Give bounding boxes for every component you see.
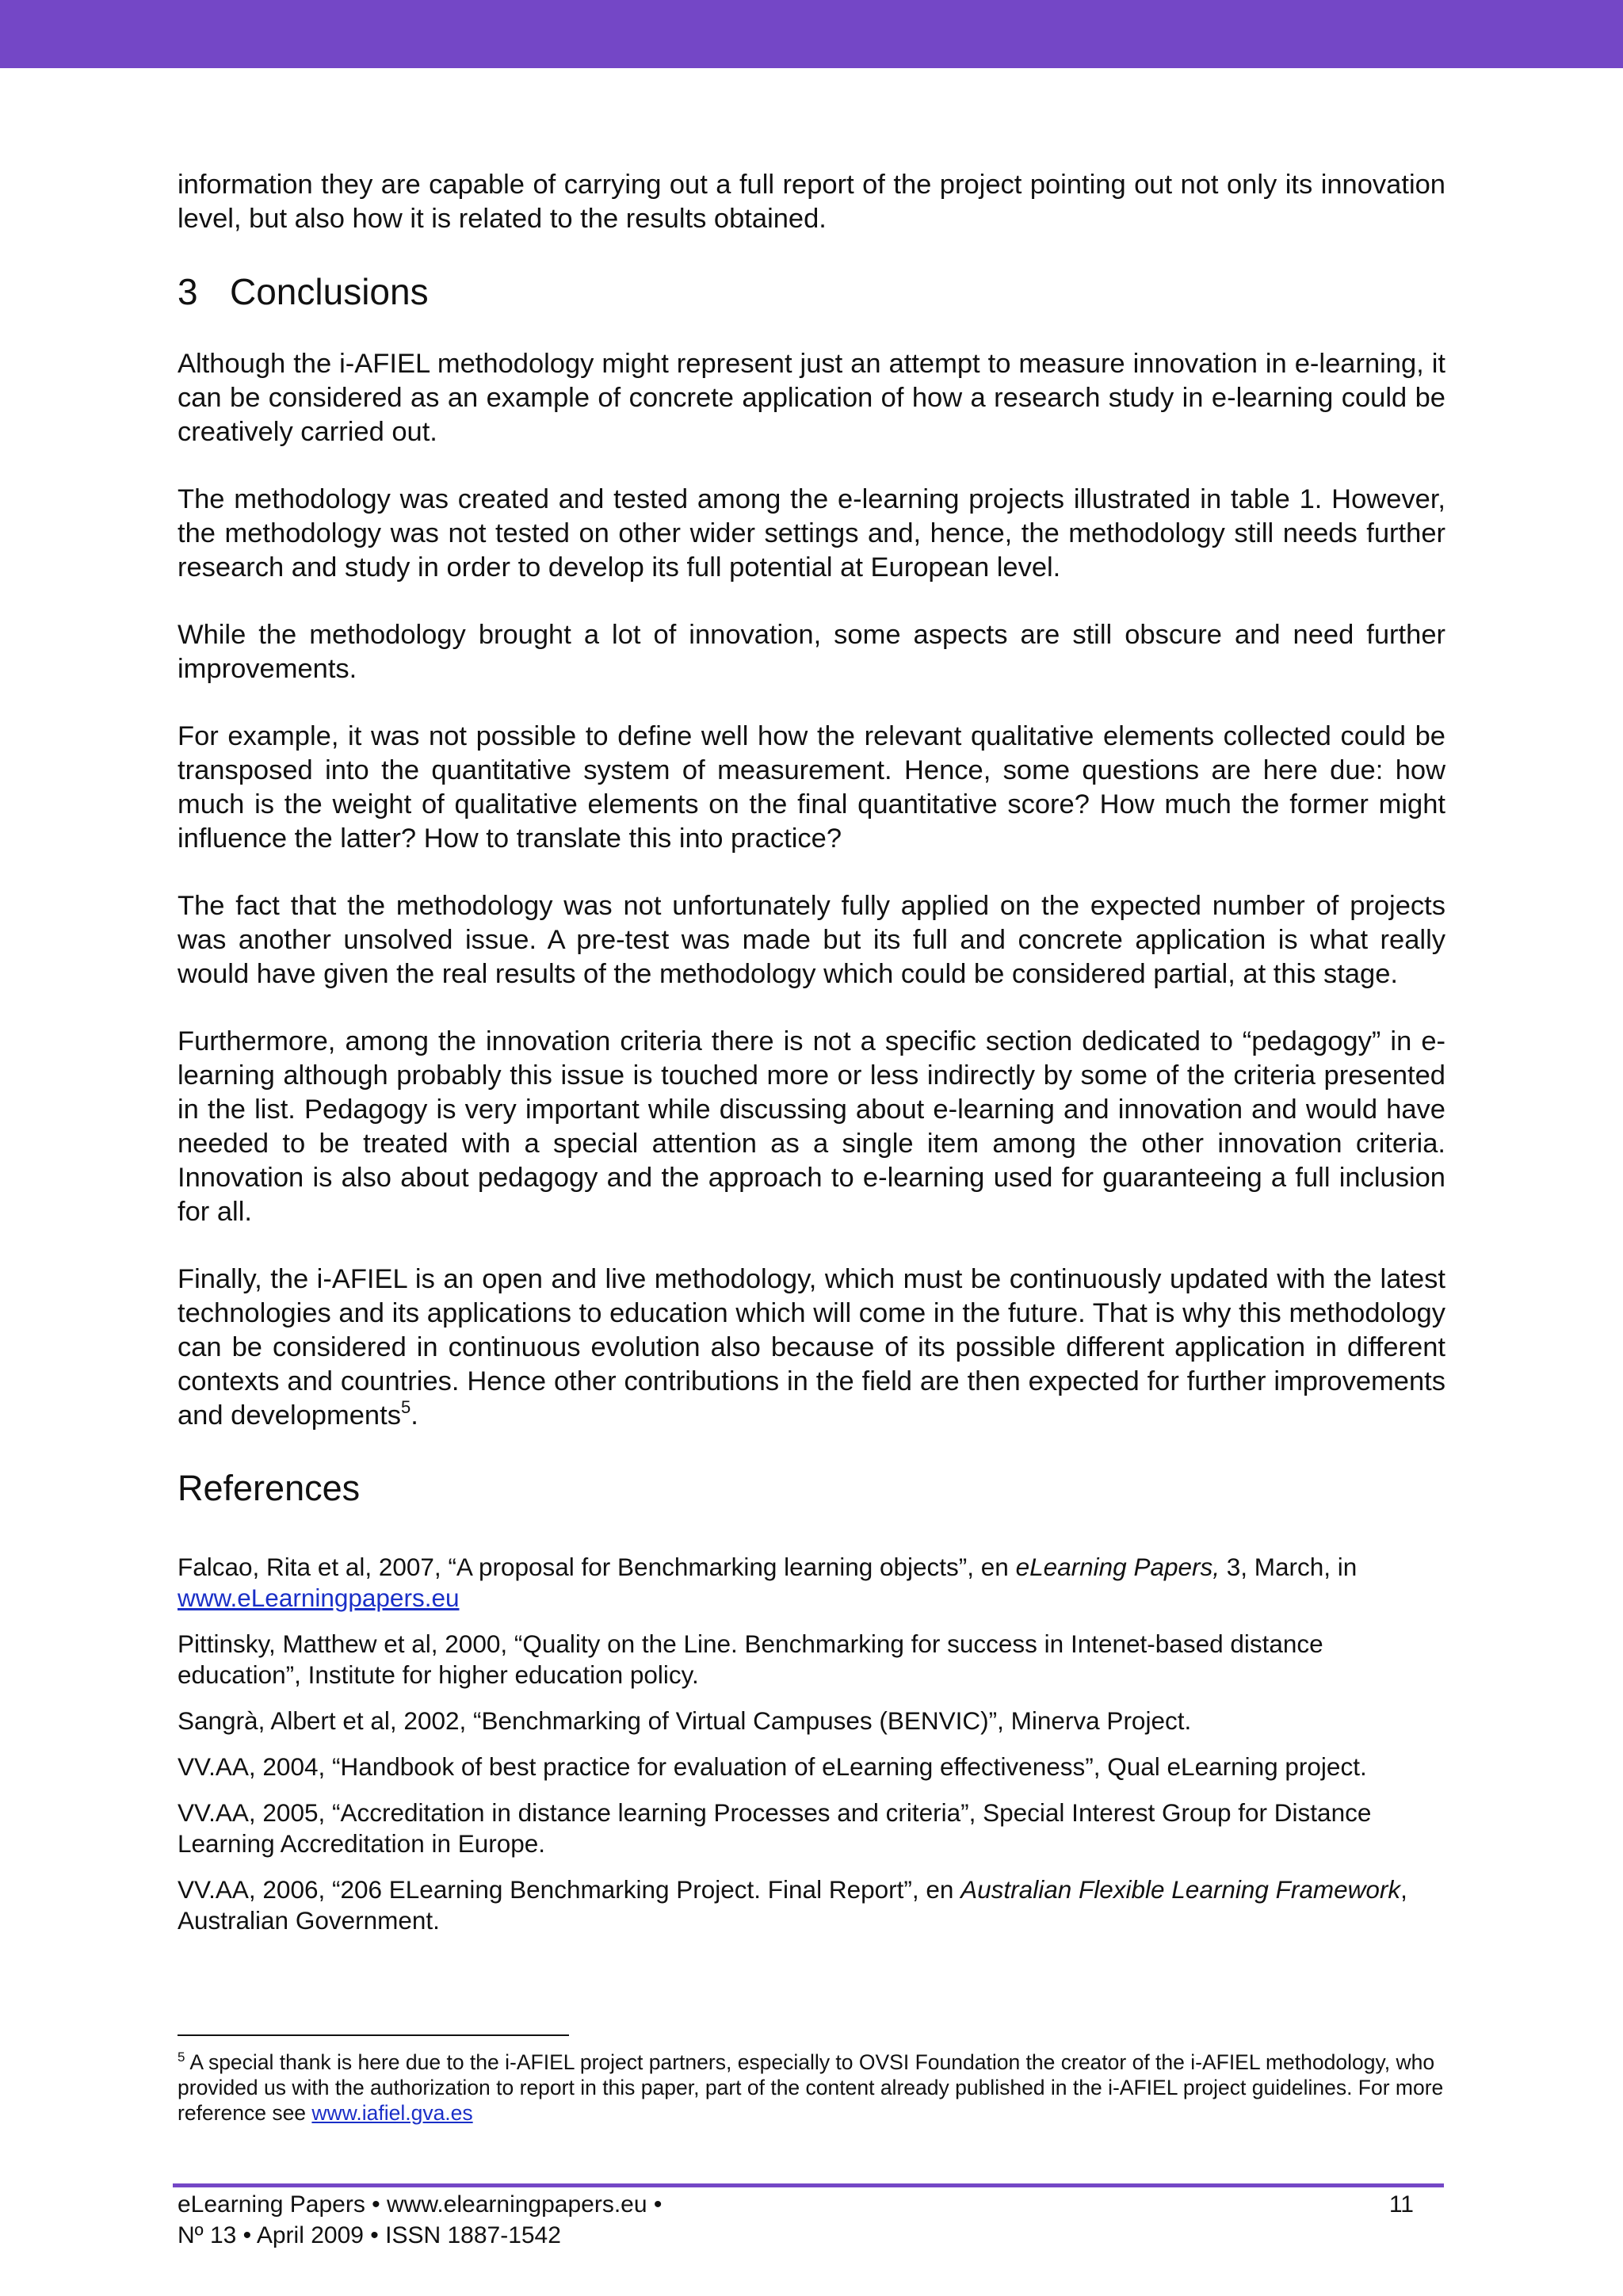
paragraph-period: . [411, 1400, 418, 1431]
section-number: 3 [178, 271, 198, 312]
paragraph-final [178, 1263, 1445, 1433]
page-number: 11 [1388, 2191, 1414, 2218]
paragraph-text: Finally, the i-AFIEL is an open and live methodology, which must be continuously updated with the latest technologies and its applications to education which will come in the future. That is why this methodology can be considered in continuous evolution also because of its possible different application in different contexts and countries. Hence other contributions in the field are then expected for further improvements and developments [178, 1264, 1445, 1431]
reference-item [178, 1552, 1445, 1614]
paragraph: The methodology was created and tested among the e-learning projects illustrated in table 1. However, the methodology was not tested on other wider settings and, hence, the methodology still needs further research and study in order to develop its full potential at European level. [178, 484, 1445, 583]
main-content [178, 168, 1445, 1951]
footer-divider [173, 2183, 1444, 2187]
paragraph: For example, it was not possible to define well how the relevant qualitative elements collected could be transposed into the quantitative system of measurement. Hence, some questions are here due: how much is the weight of qualitative elements on the final quantitative score? How much the former might influence the latter? How to translate this into practice? [178, 721, 1445, 854]
reference-journal: Australian Flexible Learning Framework [960, 1875, 1401, 1904]
page-footer [178, 2189, 1414, 2251]
reference-text: 3, March, in [1220, 1553, 1358, 1581]
reference-item [178, 1874, 1445, 1936]
footnote-marker: 5 [178, 2050, 185, 2065]
header-band [0, 0, 1623, 68]
footnote-divider [178, 2034, 569, 2036]
footnote-link[interactable]: www.iafiel.gva.es [311, 2101, 473, 2125]
reference-text: VV.AA, 2006, “206 ELearning Benchmarking Project. Final Report”, en [178, 1875, 961, 1904]
footer-line-2: Nº 13 • April 2009 • ISSN 1887-1542 [178, 2222, 561, 2248]
reference-text: Falcao, Rita et al, 2007, “A proposal for Benchmarking learning objects”, en [178, 1553, 1016, 1581]
reference-item: VV.AA, 2004, “Handbook of best practice for evaluation of eLearning effectiveness”, Qual eLearning project. [178, 1752, 1367, 1781]
reference-link[interactable]: www.eLearningpapers.eu [178, 1584, 460, 1612]
paragraph: The fact that the methodology was not unfortunately fully applied on the expected number of projects was another unsolved issue. A pre-test was made but its full and concrete application is what really would have given the real results of the methodology which could be considered partial, at this stage. [178, 891, 1445, 989]
section-heading [178, 269, 1445, 314]
reference-item: Sangrà, Albert et al, 2002, “Benchmarking of Virtual Campuses (BENVIC)”, Minerva Project. [178, 1706, 1192, 1735]
reference-text: , Australian Government. [178, 1875, 1407, 1935]
reference-item: VV.AA, 2005, “Accreditation in distance learning Processes and criteria”, Special Interest Group for Distance Learning Accreditation in Europe. [178, 1798, 1372, 1858]
paragraph: Furthermore, among the innovation criteria there is not a specific section dedicated to “pedagogy” in e-learning although probably this issue is touched more or less indirectly by some of the criteria presented in the list. Pedagogy is very important while discussing about e-learning and innovation and would have needed to be treated with a special attention as a single item among the other innovation criteria. Innovation is also about pedagogy and the approach to e-learning used for guaranteeing a full inclusion for all. [178, 1026, 1445, 1227]
references-heading: References [178, 1468, 361, 1508]
footnote [178, 2050, 1445, 2126]
section-title: Conclusions [230, 271, 429, 312]
footnote-text: A special thank is here due to the i-AFIEL project partners, especially to OVSI Foundation the creator of the i-AFIEL methodology, who provided us with the authorization to report in this paper, part of the content already published in the i-AFIEL project guidelines. For more reference see [178, 2050, 1444, 2125]
paragraph: While the methodology brought a lot of innovation, some aspects are still obscure and need further improvements. [178, 620, 1445, 684]
reference-item: Pittinsky, Matthew et al, 2000, “Quality on the Line. Benchmarking for success in Intenet-based distance education”, Institute for higher education policy. [178, 1629, 1323, 1689]
footnote-reference[interactable]: 5 [400, 1397, 411, 1417]
footer-line-1: eLearning Papers • www.elearningpapers.eu • [178, 2191, 663, 2218]
paragraph: Although the i-AFIEL methodology might represent just an attempt to measure innovation in e-learning, it can be considered as an example of concrete application of how a research study in e-learning could be creatively carried out. [178, 349, 1445, 447]
reference-journal: eLearning Papers, [1015, 1553, 1220, 1581]
intro-paragraph: information they are capable of carrying out a full report of the project pointing out not only its innovation level, but also how it is related to the results obtained. [178, 170, 1445, 234]
